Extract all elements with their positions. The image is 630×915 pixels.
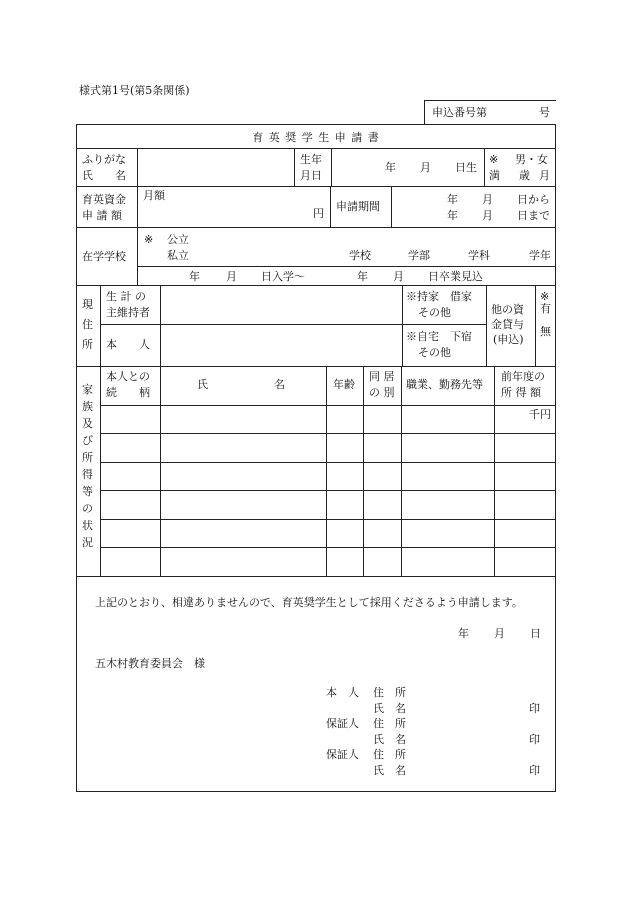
family-table-row[interactable] — [101, 463, 554, 489]
family-side-label-1: 家 — [82, 383, 93, 396]
school-label: 在学学校 — [82, 250, 126, 263]
funds-label-2: 申 請 額 — [82, 209, 122, 222]
guarantor-1-address-label: 住 所 — [373, 717, 406, 730]
monthly-amount-field[interactable] — [138, 187, 329, 226]
family-side-label-9: 状 — [82, 519, 93, 532]
self-address-field[interactable] — [161, 325, 401, 365]
guarantor-1-label: 保証人 — [326, 717, 359, 730]
guarantor-1-seal: 印 — [529, 733, 540, 746]
family-side-label-5: 所 — [82, 451, 93, 464]
family-side-label-4: び — [82, 434, 93, 447]
sex-mark: ※ — [489, 153, 499, 166]
family-side-label-6: 得 — [82, 468, 93, 481]
funds-label-1: 育英資金 — [82, 193, 126, 206]
family-table-row[interactable] — [101, 434, 554, 461]
loan-mark: ※ — [540, 290, 550, 303]
self-label: 本 人 — [106, 338, 150, 351]
birth-month-unit: 月 — [420, 161, 431, 174]
enroll-year-unit: 年 — [189, 270, 200, 283]
family-table-row[interactable] — [101, 491, 554, 518]
period-to-day: 日まで — [517, 209, 550, 222]
application-number-label: 申込番号第 — [432, 106, 487, 119]
breadwinner-address-field[interactable] — [161, 286, 401, 323]
family-side-label-7: 等 — [82, 485, 93, 498]
applicant-address-label: 住 所 — [373, 686, 406, 699]
family-table-row[interactable] — [101, 520, 554, 546]
age-label: 満 — [489, 169, 500, 182]
loan-yes-option[interactable]: 有 — [540, 302, 551, 315]
family-table-row[interactable] — [101, 406, 554, 432]
family-side-label-2: 族 — [82, 400, 93, 413]
date-year-unit: 年 — [458, 627, 469, 640]
date-day-unit: 日 — [530, 627, 541, 640]
enroll-month-unit: 月 — [226, 270, 237, 283]
address-label-3: 所 — [82, 338, 93, 351]
grade-unit: 学年 — [529, 249, 551, 262]
name-field[interactable] — [138, 166, 293, 185]
header-cohabit-2: の 別 — [369, 386, 395, 399]
faculty-unit: 学部 — [408, 249, 430, 262]
period-from-month: 月 — [482, 193, 493, 206]
header-relation-1: 本人との — [106, 370, 150, 383]
breadwinner-label-2: 主維持者 — [106, 306, 150, 319]
address-label-2: 住 — [82, 318, 93, 331]
period-to-year: 年 — [447, 209, 458, 222]
housing-type-1[interactable]: ※持家 借家 — [406, 290, 472, 303]
guarantor-2-name-label: 氏 名 — [373, 764, 406, 777]
header-name: 氏 名 — [197, 378, 285, 391]
graduate-year-unit: 年 — [357, 270, 368, 283]
header-relation-2: 続 柄 — [106, 386, 150, 399]
department-unit: 学科 — [468, 249, 490, 262]
housing-type-2[interactable]: ※自宅 下宿 — [406, 330, 472, 343]
age-unit: 歳 — [519, 169, 530, 182]
enroll-day-unit: 日入学〜 — [261, 270, 305, 283]
period-to-month: 月 — [482, 209, 493, 222]
guarantor-2-label: 保証人 — [326, 748, 359, 761]
family-side-label-8: の — [82, 502, 93, 515]
school-private-option[interactable]: 私立 — [167, 249, 189, 262]
birth-date-label-2: 月日 — [300, 169, 322, 182]
applicant-label: 本 人 — [326, 686, 359, 699]
name-label: 氏 名 — [82, 169, 126, 182]
form-number-label: 様式第1号(第5条関係) — [79, 84, 190, 97]
family-side-label-10: 況 — [82, 536, 93, 549]
header-income-2: 所 得 額 — [501, 386, 541, 399]
period-from-year: 年 — [447, 193, 458, 206]
addressee: 五木村教育委員会 様 — [95, 657, 205, 670]
guarantor-1-name-label: 氏 名 — [373, 733, 406, 746]
housing-other-2[interactable]: その他 — [418, 346, 451, 359]
graduate-day-unit: 日卒業見込 — [428, 270, 483, 283]
header-age: 年齢 — [333, 378, 355, 391]
other-loan-label-1: 他の資 — [491, 303, 524, 316]
yen-unit: 円 — [313, 207, 324, 220]
sex-option[interactable]: 男・女 — [515, 153, 548, 166]
family-table-row[interactable] — [101, 548, 554, 575]
graduate-month-unit: 月 — [393, 270, 404, 283]
furigana-label: ふりがな — [82, 153, 126, 166]
breadwinner-label-1: 生 計 の — [106, 290, 146, 303]
birth-day-unit: 日生 — [455, 161, 477, 174]
housing-other-1[interactable]: その他 — [418, 306, 451, 319]
date-month-unit: 月 — [494, 627, 505, 640]
header-income-1: 前年度の — [501, 370, 545, 383]
other-loan-label-3: (申込) — [493, 333, 524, 346]
header-cohabit-1: 同 居 — [369, 370, 395, 383]
monthly-label: 月額 — [143, 189, 165, 202]
address-label-1: 現 — [82, 298, 93, 311]
header-occupation: 職業、勤務先等 — [406, 378, 483, 391]
birth-year-unit: 年 — [385, 161, 396, 174]
furigana-field[interactable] — [138, 149, 293, 166]
age-month-unit: 月 — [539, 169, 550, 182]
loan-no-option[interactable]: 無 — [540, 325, 551, 338]
birth-date-label-1: 生年 — [300, 153, 322, 166]
school-unit: 学校 — [349, 249, 371, 262]
family-side-label-3: 及 — [82, 417, 93, 430]
form-title: 育 英 奨 学 生 申 請 書 — [252, 131, 380, 144]
applicant-seal: 印 — [529, 702, 540, 715]
income-unit: 千円 — [529, 408, 551, 421]
school-public-option[interactable]: 公立 — [167, 233, 189, 246]
guarantor-2-address-label: 住 所 — [373, 748, 406, 761]
applicant-name-label: 氏 名 — [373, 702, 406, 715]
period-from-day: 日から — [517, 193, 550, 206]
application-number-suffix: 号 — [539, 106, 550, 119]
declaration-text: 上記のとおり、相違ありませんので、育英奨学生として採用くださるよう申請します。 — [95, 596, 523, 609]
school-type-mark: ※ — [144, 233, 154, 246]
period-label: 申請期間 — [336, 200, 380, 213]
other-loan-label-2: 金貸与 — [491, 318, 524, 331]
guarantor-2-seal: 印 — [529, 764, 540, 777]
